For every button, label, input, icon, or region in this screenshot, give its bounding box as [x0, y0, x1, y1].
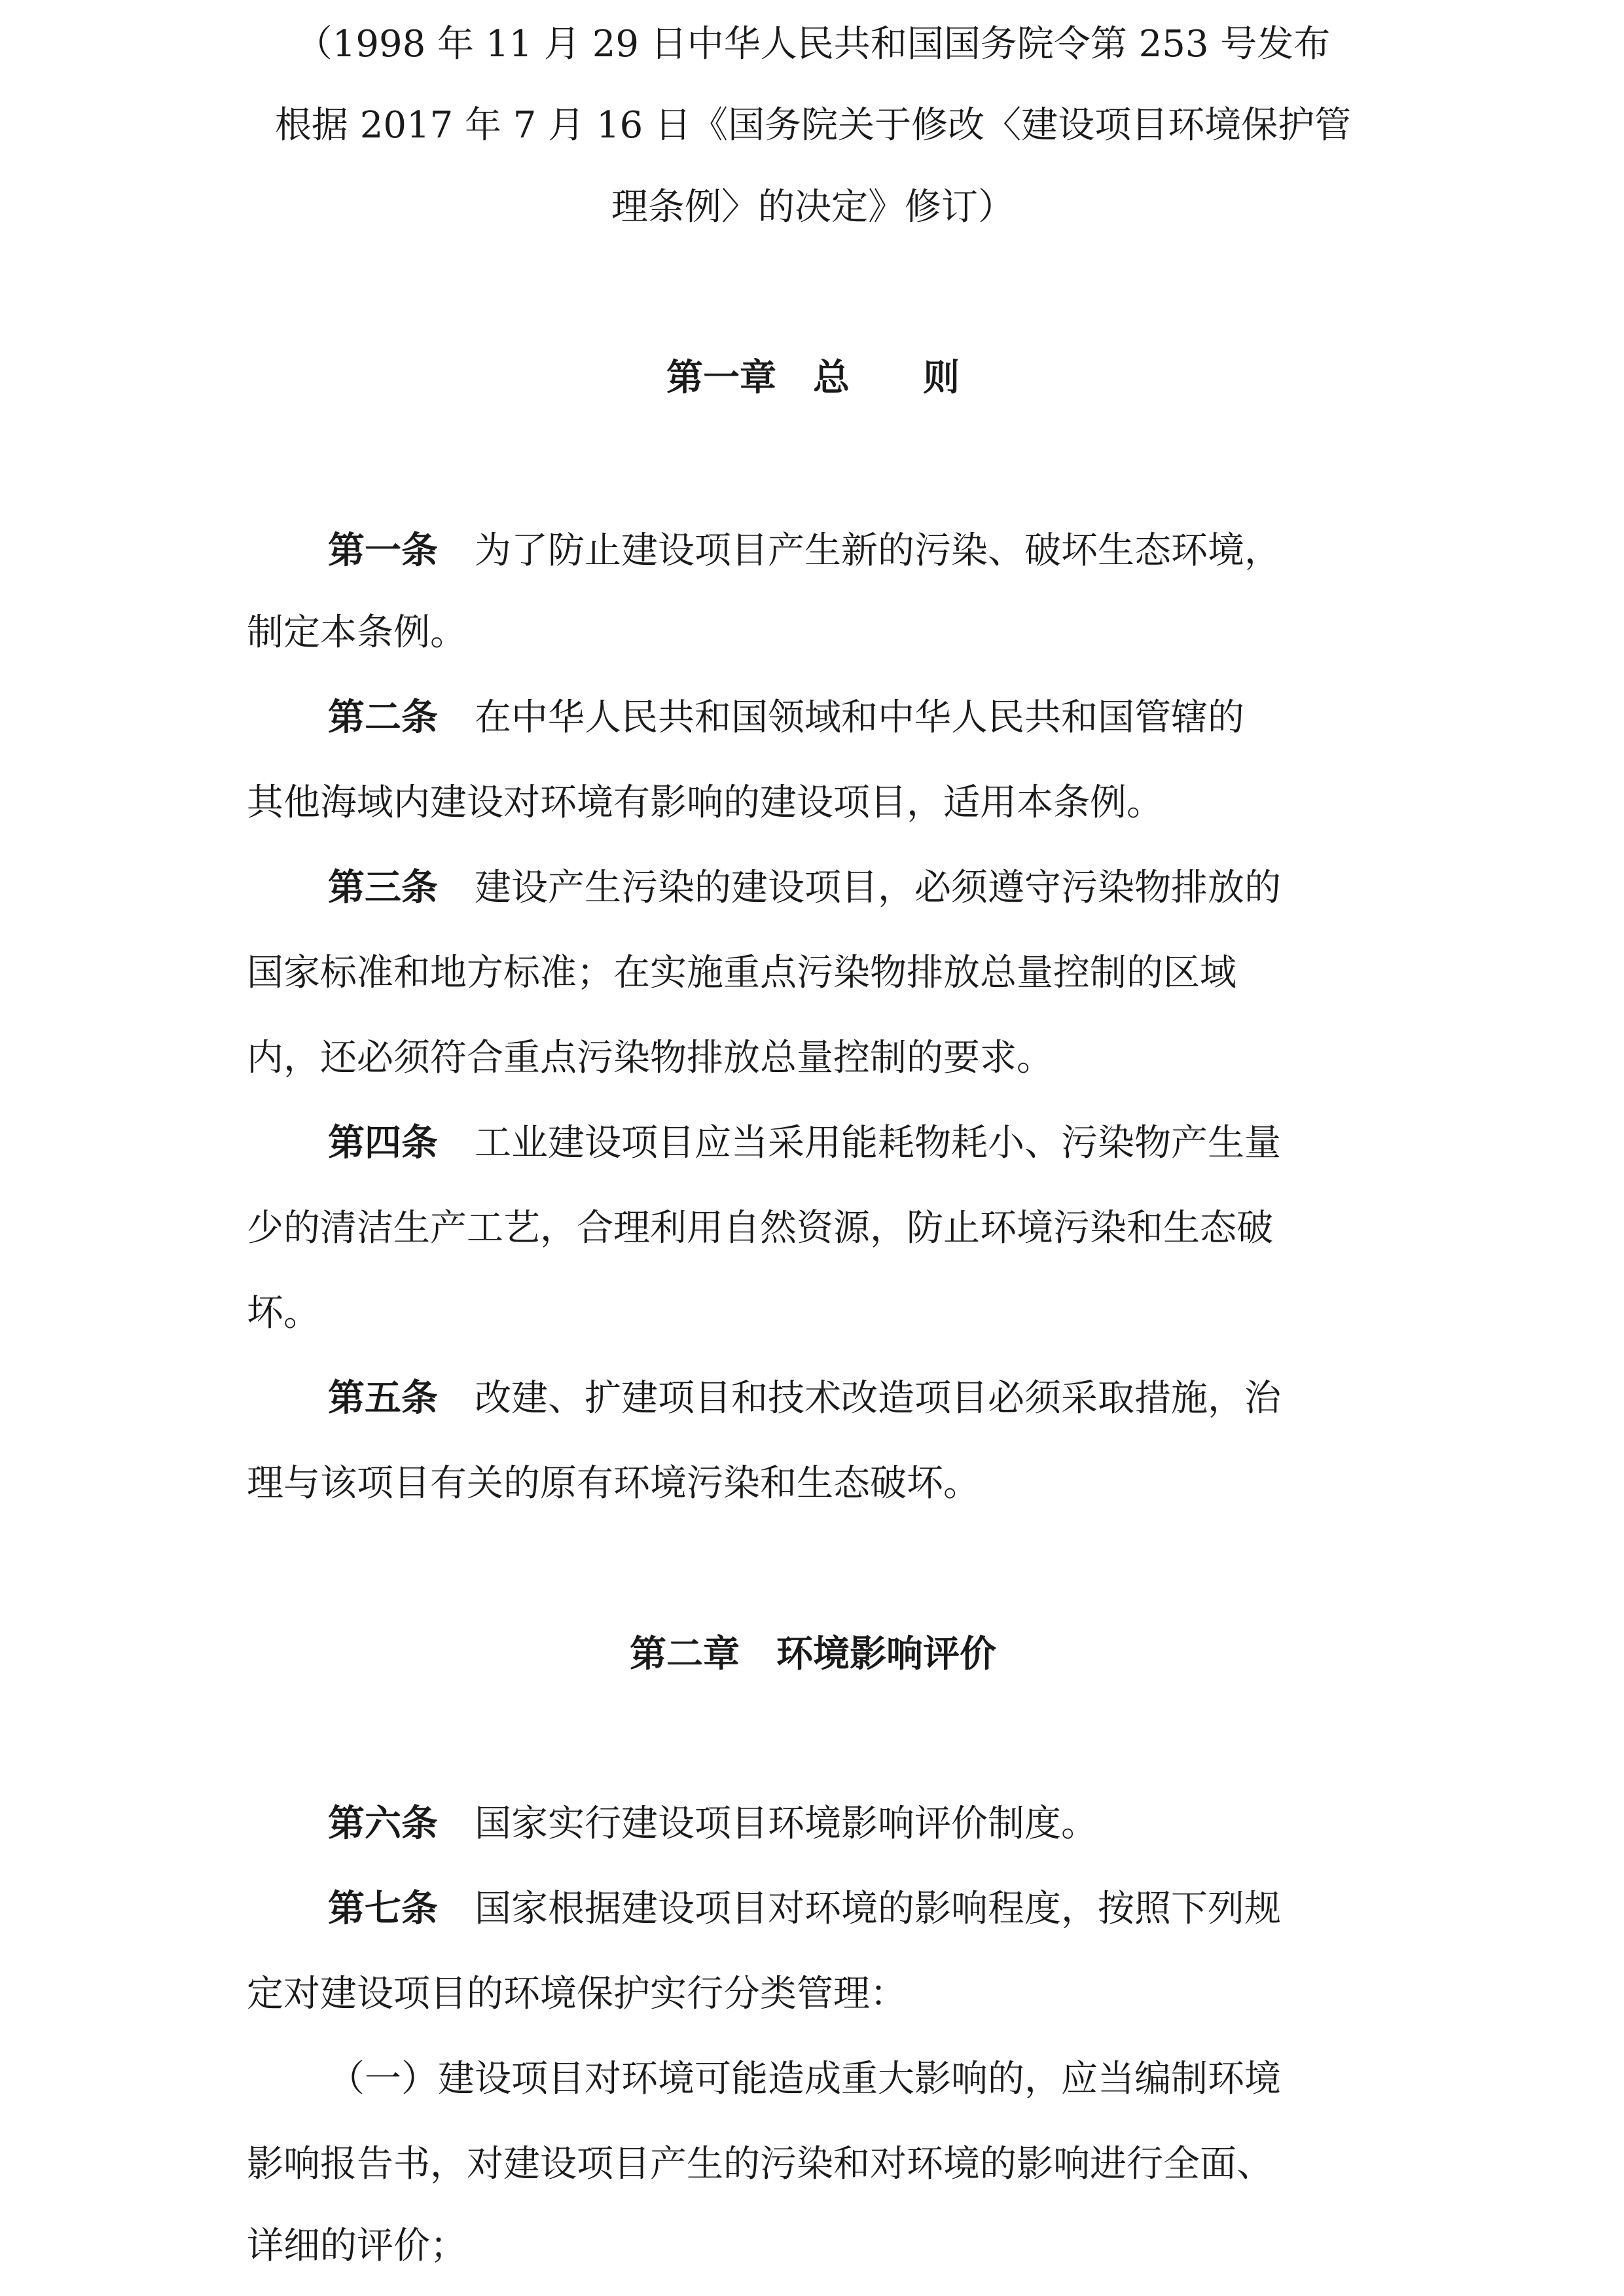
article-3-line-3: 内，还必须符合重点污染物排放总量控制的要求。 — [247, 1037, 1053, 1079]
article-4-line-3: 坏。 — [247, 1293, 320, 1335]
chapter-2-heading: 第二章 环境影响评价 — [630, 1633, 996, 1675]
article-7-line-2: 定对建设项目的环境保护实行分类管理： — [247, 1973, 907, 2015]
article-2-text: 在中华人民共和国领域和中华人民共和国管辖的 — [438, 697, 1244, 739]
article-7-item-1-line-1: （一）建设项目对环境可能造成重大影响的，应当编制环境 — [328, 2058, 1281, 2100]
article-7-item-1-line-2: 影响报告书，对建设项目产生的污染和对环境的影响进行全面、 — [247, 2144, 1273, 2185]
article-6-line-1 — [247, 1803, 1379, 1845]
article-1-text: 为了防止建设项目产生新的污染、破坏生态环境， — [438, 530, 1281, 572]
preamble-line-3: 理条例〉的决定》修订） — [611, 187, 1015, 228]
article-4-text: 工业建设项目应当采用能耗物耗小、污染物产生量 — [438, 1122, 1281, 1164]
article-5-label: 第五条 — [328, 1378, 438, 1420]
article-2-line-2: 其他海域内建设对环境有影响的建设项目，适用本条例。 — [247, 782, 1163, 824]
preamble-line-2: 根据 2017 年 7 月 16 日《国务院关于修改〈建设项目环境保护管 — [274, 105, 1352, 147]
article-4-line-1 — [247, 1122, 1379, 1164]
article-7-label: 第七条 — [328, 1888, 438, 1930]
article-5-text: 改建、扩建项目和技术改造项目必须采取措施，治 — [438, 1378, 1281, 1420]
article-3-line-2: 国家标准和地方标准；在实施重点污染物排放总量控制的区域 — [247, 952, 1236, 994]
article-3-label: 第三条 — [328, 867, 438, 909]
article-7-line-1 — [247, 1888, 1379, 1930]
article-7-text: 国家根据建设项目对环境的影响程度，按照下列规 — [438, 1888, 1281, 1930]
article-6-label: 第六条 — [328, 1803, 438, 1845]
chapter-1-heading: 第一章 总 则 — [666, 357, 960, 399]
article-5-line-1 — [247, 1378, 1379, 1420]
article-2-label: 第二条 — [328, 697, 438, 739]
article-6-text: 国家实行建设项目环境影响评价制度。 — [438, 1803, 1098, 1845]
article-3-line-1 — [247, 867, 1379, 909]
article-7-item-1-line-3: 详细的评价； — [247, 2225, 467, 2267]
article-1-line-2: 制定本条例。 — [247, 612, 467, 654]
article-1-label: 第一条 — [328, 530, 438, 572]
article-5-line-2: 理与该项目有关的原有环境污染和生态破坏。 — [247, 1463, 980, 1505]
preamble-line-1: （1998 年 11 月 29 日中华人民共和国国务院令第 253 号发布 — [295, 24, 1331, 65]
article-2-line-1 — [247, 697, 1379, 739]
article-3-text: 建设产生污染的建设项目，必须遵守污染物排放的 — [438, 867, 1281, 909]
article-4-label: 第四条 — [328, 1122, 438, 1164]
article-1-line-1 — [247, 530, 1379, 572]
article-4-line-2: 少的清洁生产工艺，合理利用自然资源，防止环境污染和生态破 — [247, 1208, 1273, 1249]
